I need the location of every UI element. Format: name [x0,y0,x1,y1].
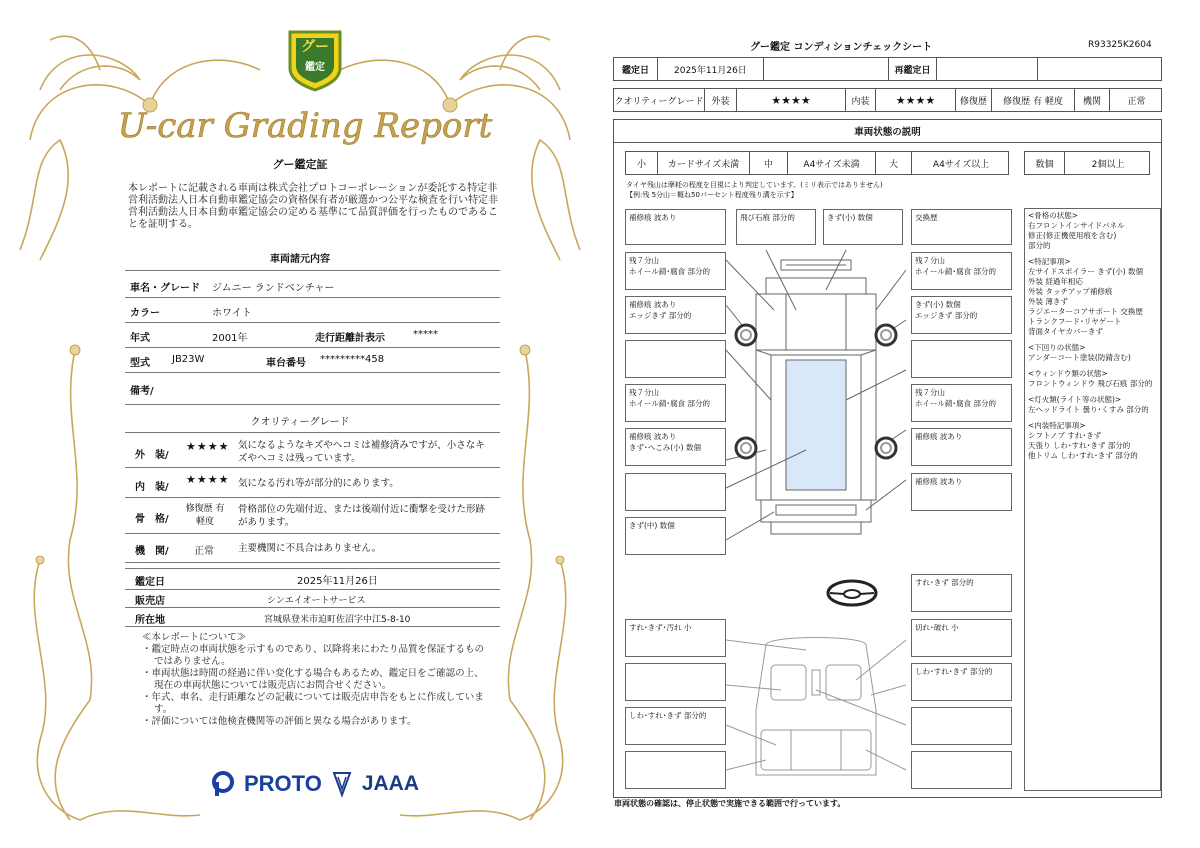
condition-box-right [911,751,1012,789]
tire-note-2: 【例:残 5分山＝概ね50パーセント程度残り溝を示す】 [626,191,798,199]
certificate-title: グー鑑定証 [272,158,328,171]
report-notes [142,632,492,728]
mileage-label: 走行距離計表示 [315,333,385,344]
chassis-value: *********458 [320,354,385,365]
exterior-label: 外 装/ [135,450,169,461]
note-item: ・車両状態は時間の経過に伴い変化する場合もあるため、鑑定日をご確認の上、現在の車両状態については販売店にお問合せください。 [142,668,484,691]
size-large: 大 [876,152,912,174]
count-legend [1024,151,1150,175]
int-stars: ★★★★ [876,89,956,111]
condition-box-right: しわ･すれ･きず 部分的 [911,663,1012,701]
condition-box-left [625,663,726,701]
date-row [613,57,1162,81]
sheet-code: R93325K2604 [1088,40,1152,50]
proto-logo: PROTO [244,771,322,796]
engine-desc: 主要機関に不具合はありません。 [238,543,382,554]
condition-box-left [625,751,726,789]
size-mid-desc: A4サイズ未満 [788,152,876,174]
jaaa-logo: JAAA [361,772,420,795]
condition-box-left [625,340,726,378]
condition-box-left: すれ･きず･汚れ 小 [625,619,726,657]
name-value: ジムニー ランドベンチャー [212,283,335,294]
proto-logo-icon [212,771,234,797]
note-group: <下回りの状態> アンダーコート塗装(防錆含む) [1028,343,1131,362]
script-title [117,95,493,155]
svg-text:U-car Grading Report: U-car Grading Report [117,106,493,146]
condition-box-left: 補修痕 波あり [625,209,726,245]
model-value: JB23W [172,354,205,365]
exterior-stars: ★★★★ [186,440,230,453]
year-value: 2001年 [212,333,248,344]
condition-box-right [911,340,1012,378]
model-label: 型式 [130,358,150,369]
size-mid: 中 [750,152,788,174]
note-group: <内装特記事項> シフトノブ すれ･きず 天張り しわ･すれ･きず 部分的 他トリム しわ･すれ･きず 部分的 [1028,421,1138,460]
condition-box-left: きず(中) 数個 [625,517,726,555]
date-label: 鑑定日 [614,58,658,80]
sheet-footer-note: 車両状態の確認は、停止状態で実施できる範囲で行っています。 [614,799,846,808]
interior-desc: 気になる汚れ等が部分的にあります。 [238,478,399,489]
chassis-label: 車台番号 [266,358,306,369]
condition-box-right [911,707,1012,745]
grade-label: クオリティーグレード [614,89,705,111]
condition-box-left: しわ･すれ･きず 部分的 [625,707,726,745]
notes-heading: ≪本レポートについて≫ [142,632,247,643]
color-label: カラー [130,308,160,319]
sheet-title: グー鑑定 コンディションチェックシート [750,42,933,53]
int-label: 内装 [846,89,876,111]
count-label: 数個 [1025,152,1065,174]
note-group: <特記事項> 左サイドスポイラー きず(小) 数個 外装 経過年相応 外装 タッチアップ補修痕 外装 薄きず ラジエーターコアサポート 交換歴 トランクフード･リヤゲート 背面タイヤカバーきず [1028,257,1144,336]
dealer-value: シンエイオートサービス [267,596,366,606]
exterior-desc: 気になるようなキズやヘコミは補修済みですが、小さなキズやヘコミは残っています。 [238,440,485,464]
mileage-value: ***** [413,329,438,340]
repair-label: 修復歴 [956,89,992,111]
frame-value: 修復歴 有 軽度 [185,504,225,527]
ext-label: 外装 [705,89,737,111]
condition-box-top: きず(小) 数個 [823,209,903,245]
size-small: 小 [626,152,658,174]
ext-stars: ★★★★ [737,89,846,111]
date-value: 2025年11月26日 [658,58,764,80]
specs-section-title: 車両諸元内容 [270,254,330,265]
size-legend [625,151,1009,175]
engine-label: 機 関/ [135,546,169,557]
badge-brand: グー [301,39,329,55]
condition-box-right: 補修痕 波あり [911,428,1012,466]
note-group: <灯火類(ライト等の状態)> 左ヘッドライト 曇り･くすみ 部分的 [1028,395,1149,414]
count-desc: 2個以上 [1091,159,1125,170]
footer-logos [212,770,419,798]
car-interior-diagram [726,630,906,780]
condition-box-left: 残７分山 ホイール錆･腐食 部分的 [625,252,726,290]
color-value: ホワイト [212,308,252,319]
redate-value [937,58,1038,80]
condition-box-right: すれ･きず 部分的 [911,574,1012,612]
note-item: ・鑑定時点の車両状態を示すものであり、以降将来にわたり品質を保証するものではありません。 [142,644,485,667]
repair-value: 修復歴 有 軽度 [992,89,1075,111]
condition-box-right: 補修痕 波あり [911,473,1012,511]
note-item: ・年式、車名、走行距離などの記載については販売店申告をもとに作成しています。 [142,692,484,715]
condition-box-right: 残７分山 ホイール錆･腐食 部分的 [911,252,1012,290]
condition-box-left: 補修痕 波あり エッジきず 部分的 [625,296,726,334]
engine-value: 正常 [194,546,214,557]
interior-stars: ★★★★ [186,473,230,486]
year-label: 年式 [130,333,150,344]
engine-label: 機関 [1075,89,1110,111]
tire-note-1: タイヤ残山は摩耗の程度を目視により判定しています。(ミリ表示ではありません) [626,181,883,189]
note-group: <骨格の状態> 右フロントインサイドパネル 修正(修正機使用痕を含む) 部分的 [1028,211,1125,250]
condition-box-left: 補修痕 波あり きず･へこみ(小) 数個 [625,428,726,466]
interior-label: 内 装/ [135,482,169,493]
condition-box-top: 飛び石痕 部分的 [736,209,816,245]
engine-value: 正常 [1127,96,1146,107]
condition-box-right: 残７分山 ホイール錆･腐食 部分的 [911,384,1012,422]
date-value: 2025年11月26日 [297,576,378,587]
condition-box-right: 切れ･破れ 小 [911,619,1012,657]
grade-row [613,88,1162,112]
dealer-label: 販売店 [135,596,165,607]
quality-section-title: クオリティーグレード [250,417,350,428]
explain-title: 車両状態の説明 [613,119,1162,143]
condition-box-left [625,473,726,511]
address-label: 所在地 [135,615,165,626]
condition-box-left: 残７分山 ホイール錆･腐食 部分的 [625,384,726,422]
name-label: 車名・グレード [130,283,200,294]
address-value: 宮城県登米市迫町佐沼字中江5-8-10 [264,615,411,625]
frame-desc: 骨格部位の先端付近、または後端付近に衝撃を受けた形跡があります。 [238,504,486,528]
jaaa-logo-icon [332,771,352,797]
condition-notes [1024,208,1161,791]
note-group: <ウィンドウ類の状態> フロントウィンドウ 飛び石痕 部分的 [1028,369,1153,388]
steering-wheel-icon [825,578,879,608]
certificate-intro: 本レポートに記載される車両は株式会社プロトコーポレーションが委託する特定非営利活動法人日本自動車鑑定協会の資格保有者が厳選かつ公平な検査を行い特定非営利活動法人日本自動車鑑定協会の定める基準にて品質評価を行ったものであることを証明する。 [128,183,498,230]
condition-box-top: 交換歴 [911,209,1012,245]
condition-check-sheet [600,0,1200,848]
remarks-label: 備考/ [130,386,154,397]
size-small-desc: カードサイズ未満 [658,152,750,174]
badge-text: 鑑定 [305,62,325,73]
frame-label: 骨 格/ [135,514,169,525]
redate-label: 再鑑定日 [889,58,937,80]
date-label: 鑑定日 [135,577,165,588]
note-item: ・評価については他検査機関等の評価と異なる場合があります。 [142,716,417,727]
condition-box-right: きず(小) 数個 エッジきず 部分的 [911,296,1012,334]
size-large-desc: A4サイズ以上 [932,159,990,170]
car-exterior-diagram [726,250,906,550]
